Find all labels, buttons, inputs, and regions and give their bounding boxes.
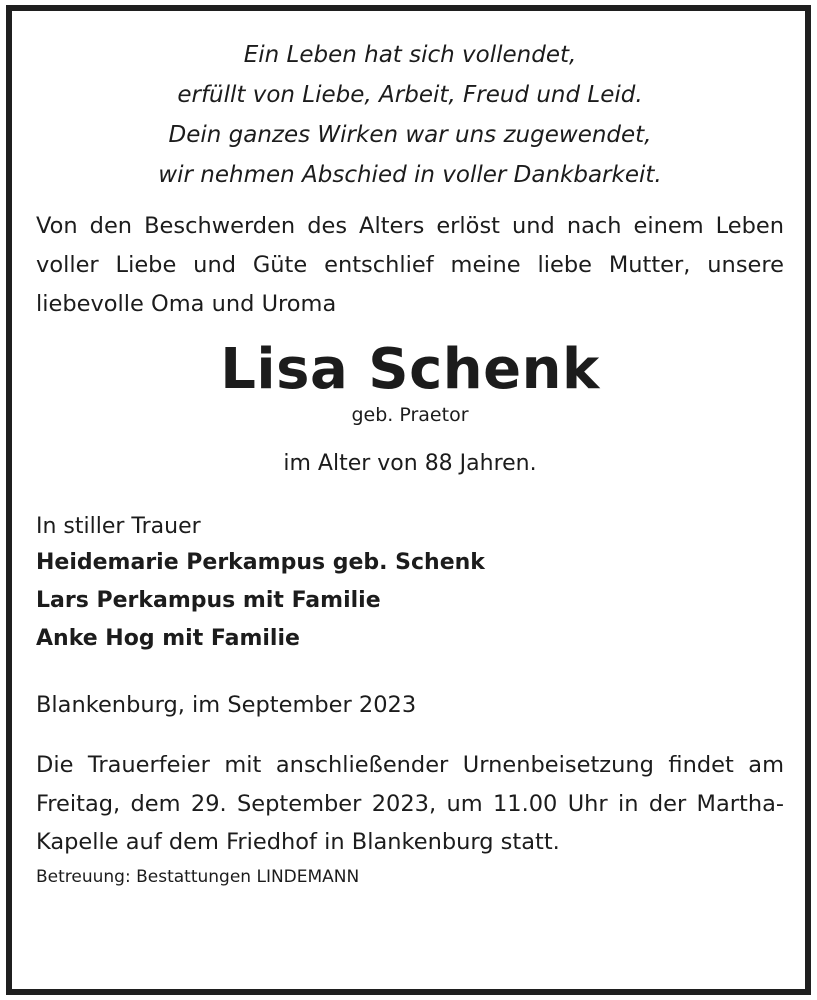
mourner-name: Heidemarie Perkampus geb. Schenk xyxy=(36,550,485,575)
ceremony-text: Die Trauerfeier mit anschließender Urnenbeisetzung findet am Freitag, dem 29. September 2023, um 11.00 Uhr in der Martha-Kapelle auf dem Friedhof in Blankenburg statt. xyxy=(36,752,784,855)
poem xyxy=(36,35,784,195)
age-text: im Alter von 88 Jahren. xyxy=(283,451,537,476)
mourner-name: Lars Perkampus mit Familie xyxy=(36,588,381,613)
poem-line: Dein ganzes Wirken war uns zugewendet, xyxy=(168,122,652,148)
deceased-name: Lisa Schenk xyxy=(220,337,600,402)
place-date: Blankenburg, im September 2023 xyxy=(36,692,417,718)
obituary-frame xyxy=(6,5,811,995)
poem-line: Ein Leben hat sich vollendet, xyxy=(243,42,577,68)
obituary-content xyxy=(36,35,784,890)
poem-line: erfüllt von Liebe, Arbeit, Freud und Leid. xyxy=(177,82,643,108)
mourner-name: Anke Hog mit Familie xyxy=(36,626,300,651)
funeral-service: Betreuung: Bestattungen LINDEMANN xyxy=(36,866,360,887)
maiden-name: geb. Praetor xyxy=(351,404,469,426)
intro-text: Von den Beschwerden des Alters erlöst und nach einem Leben voller Liebe und Güte entschlief meine liebe Mutter, unsere liebevolle Oma und Uroma xyxy=(36,213,784,317)
mourning-label: In stiller Trauer xyxy=(36,514,201,539)
poem-line: wir nehmen Abschied in voller Dankbarkeit. xyxy=(158,162,662,188)
